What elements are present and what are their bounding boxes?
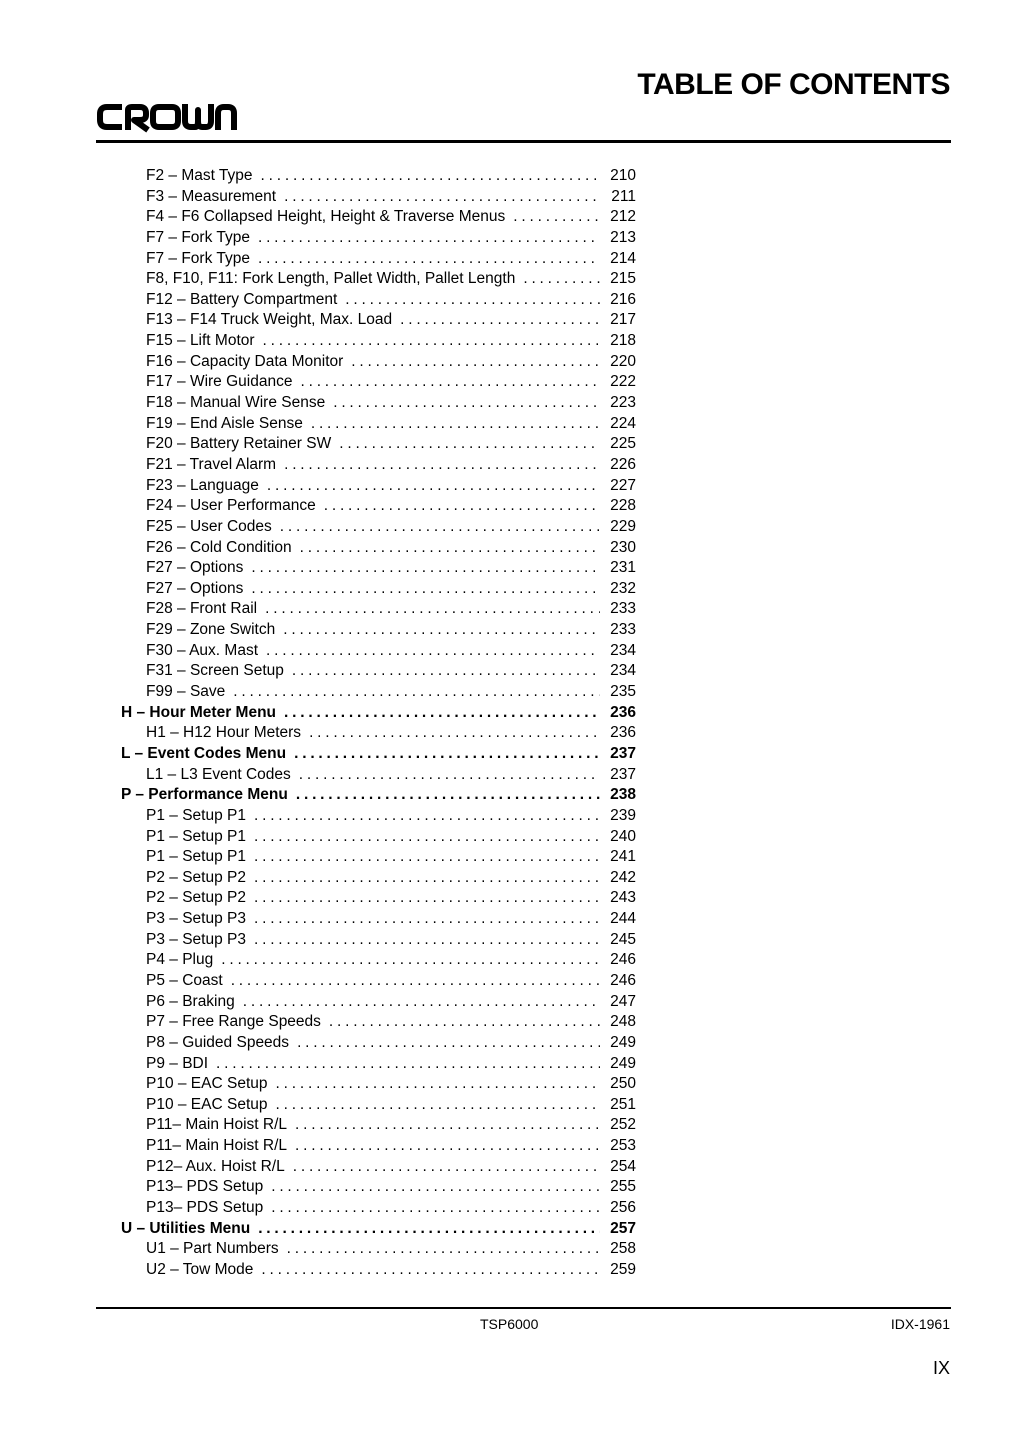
table-of-contents [121, 166, 636, 1281]
toc-entry-page: 224 [610, 414, 636, 432]
toc-entry-page: 236 [610, 703, 636, 721]
footer-model: TSP6000 [480, 1316, 539, 1332]
dot-leader [400, 310, 600, 331]
dot-leader [311, 414, 600, 435]
dot-leader [261, 166, 600, 187]
page-title: TABLE OF CONTENTS [637, 68, 950, 101]
dot-leader [293, 1157, 600, 1178]
toc-entry[interactable] [121, 1115, 636, 1136]
toc-entry[interactable] [121, 661, 636, 682]
toc-entry-page: 238 [610, 786, 636, 804]
toc-entry[interactable] [121, 187, 636, 208]
toc-entry[interactable] [121, 558, 636, 579]
toc-entry-page: 226 [610, 455, 636, 473]
toc-entry-label: P1 – Setup P1 [146, 827, 246, 845]
toc-entry-label: H – Hour Meter Menu [121, 703, 277, 721]
dot-leader [271, 1177, 600, 1198]
dot-leader [254, 868, 600, 889]
toc-entry-label: P – Performance Menu [121, 786, 288, 804]
toc-entry-label: H1 – H12 Hour Meters [146, 724, 302, 742]
toc-entry-page: 247 [610, 992, 636, 1010]
toc-section-entry[interactable] [121, 1219, 636, 1240]
toc-entry-page: 212 [610, 208, 636, 226]
toc-entry-label: F23 – Language [146, 476, 259, 494]
toc-entry[interactable] [121, 1260, 636, 1281]
dot-leader [513, 207, 600, 228]
toc-entry[interactable] [121, 269, 636, 290]
toc-entry-label: F13 – F14 Truck Weight, Max. Load [146, 311, 393, 329]
dot-leader [284, 187, 600, 208]
toc-entry-page: 220 [610, 352, 636, 370]
toc-entry-label: U – Utilities Menu [121, 1219, 251, 1237]
toc-entry-label: U2 – Tow Mode [146, 1260, 254, 1278]
toc-entry-label: P5 – Coast [146, 971, 223, 989]
dot-leader [276, 1074, 601, 1095]
toc-entry[interactable] [121, 1033, 636, 1054]
toc-entry-page: 248 [610, 1013, 636, 1031]
dot-leader [295, 1136, 600, 1157]
dot-leader [221, 950, 600, 971]
toc-entry-page: 234 [610, 662, 636, 680]
dot-leader [297, 1033, 600, 1054]
toc-entry[interactable] [121, 455, 636, 476]
toc-entry[interactable] [121, 414, 636, 435]
toc-entry-label: P2 – Setup P2 [146, 868, 246, 886]
dot-leader [216, 1054, 600, 1075]
toc-entry[interactable] [121, 1239, 636, 1260]
dot-leader [280, 517, 600, 538]
dot-leader [333, 393, 600, 414]
toc-entry-page: 241 [610, 848, 636, 866]
toc-entry-page: 244 [610, 910, 636, 928]
toc-entry-label: P7 – Free Range Speeds [146, 1013, 321, 1031]
dot-leader [258, 249, 600, 270]
toc-entry-page: 253 [610, 1137, 636, 1155]
toc-entry-label: F17 – Wire Guidance [146, 373, 293, 391]
dot-leader [254, 806, 600, 827]
toc-entry[interactable] [121, 1157, 636, 1178]
toc-entry-label: P13– PDS Setup [146, 1178, 264, 1196]
toc-entry[interactable] [121, 228, 636, 249]
toc-entry-label: P2 – Setup P2 [146, 889, 246, 907]
toc-entry-label: F27 – Options [146, 579, 244, 597]
toc-entry-page: 243 [610, 889, 636, 907]
dot-leader [295, 1115, 600, 1136]
dot-leader [251, 579, 600, 600]
toc-section-entry[interactable] [121, 785, 636, 806]
toc-entry-label: F7 – Fork Type [146, 249, 250, 267]
toc-entry[interactable] [121, 641, 636, 662]
toc-entry-label: F21 – Travel Alarm [146, 455, 277, 473]
toc-entry[interactable] [121, 723, 636, 744]
dot-leader [267, 476, 600, 497]
dot-leader [339, 434, 600, 455]
toc-entry-label: F25 – User Codes [146, 517, 272, 535]
toc-entry-page: 233 [610, 621, 636, 639]
toc-entry-page: 246 [610, 951, 636, 969]
toc-entry[interactable] [121, 207, 636, 228]
toc-entry-label: F24 – User Performance [146, 497, 316, 515]
toc-entry-label: P9 – BDI [146, 1054, 209, 1072]
toc-entry-label: F29 – Zone Switch [146, 621, 276, 639]
footer-doc-id: IDX-1961 [890, 1316, 950, 1332]
dot-leader [258, 228, 600, 249]
toc-entry-label: F2 – Mast Type [146, 167, 253, 184]
toc-entry-page: 259 [610, 1260, 636, 1278]
dot-leader [300, 538, 600, 559]
toc-entry-page: 249 [610, 1054, 636, 1072]
toc-entry[interactable] [121, 1054, 636, 1075]
dot-leader [243, 992, 600, 1013]
dot-leader [254, 909, 600, 930]
toc-entry-label: P11– Main Hoist R/L [146, 1137, 287, 1155]
toc-entry[interactable] [121, 1012, 636, 1033]
toc-entry[interactable] [121, 352, 636, 373]
toc-entry-page: 256 [610, 1199, 636, 1217]
dot-leader [284, 703, 600, 724]
toc-entry-label: F26 – Cold Condition [146, 538, 292, 556]
toc-entry-page: 214 [610, 249, 636, 267]
toc-entry-page: 237 [610, 765, 636, 783]
toc-entry[interactable] [121, 1095, 636, 1116]
dot-leader [345, 290, 600, 311]
toc-entry-label: P13– PDS Setup [146, 1199, 264, 1217]
toc-section-entry[interactable] [121, 744, 636, 765]
toc-entry-page: 251 [610, 1095, 636, 1113]
toc-entry-label: L1 – L3 Event Codes [146, 765, 291, 783]
toc-entry-page: 236 [610, 724, 636, 742]
toc-entry[interactable] [121, 806, 636, 827]
toc-entry[interactable] [121, 847, 636, 868]
toc-entry-label: P1 – Setup P1 [146, 806, 246, 824]
dot-leader [251, 558, 600, 579]
toc-entry[interactable] [121, 372, 636, 393]
toc-entry[interactable] [121, 765, 636, 786]
toc-entry[interactable] [121, 496, 636, 517]
toc-entry[interactable] [121, 310, 636, 331]
toc-entry-label: P3 – Setup P3 [146, 930, 246, 948]
toc-entry-page: 245 [610, 930, 636, 948]
toc-entry-label: F18 – Manual Wire Sense [146, 394, 326, 412]
toc-entry-page: 232 [610, 579, 636, 597]
toc-entry[interactable] [121, 950, 636, 971]
dot-leader [300, 372, 600, 393]
toc-entry[interactable] [121, 166, 636, 187]
toc-entry-page: 218 [610, 332, 636, 350]
dot-leader [296, 785, 600, 806]
toc-entry-label: F4 – F6 Collapsed Height, Height & Traverse Menus [146, 208, 506, 226]
page-number: IX [932, 1358, 950, 1378]
toc-entry-label: F99 – Save [146, 683, 226, 701]
toc-entry[interactable] [121, 971, 636, 992]
toc-entry-page: 249 [610, 1033, 636, 1051]
dot-leader [287, 1239, 600, 1260]
toc-entry-label: F20 – Battery Retainer SW [146, 435, 332, 453]
dot-leader [294, 744, 600, 765]
toc-entry[interactable] [121, 249, 636, 270]
dot-leader [254, 847, 600, 868]
toc-entry-page: 227 [610, 476, 636, 494]
toc-entry[interactable] [121, 579, 636, 600]
toc-entry-label: F19 – End Aisle Sense [146, 414, 303, 432]
toc-entry[interactable] [121, 517, 636, 538]
toc-entry-page: 225 [610, 435, 636, 453]
dot-leader [283, 620, 600, 641]
toc-entry-page: 237 [610, 744, 636, 762]
toc-entry-page: 254 [610, 1157, 636, 1175]
dot-leader [276, 1095, 601, 1116]
toc-entry[interactable] [121, 599, 636, 620]
dot-leader [329, 1012, 600, 1033]
dot-leader [254, 888, 600, 909]
toc-entry-page: 246 [610, 971, 636, 989]
crown-logo [96, 100, 238, 134]
toc-entry-page: 229 [610, 517, 636, 535]
toc-entry-label: F12 – Battery Compartment [146, 290, 338, 308]
dot-leader [324, 496, 600, 517]
toc-entry-label: F31 – Screen Setup [146, 662, 284, 680]
toc-entry-label: P4 – Plug [146, 951, 214, 969]
toc-entry-label: U1 – Part Numbers [146, 1240, 279, 1258]
toc-entry-page: 257 [610, 1219, 636, 1237]
toc-entry[interactable] [121, 930, 636, 951]
toc-entry-page: 234 [610, 641, 636, 659]
toc-entry[interactable] [121, 331, 636, 352]
toc-entry-page: 210 [610, 167, 636, 184]
toc-entry-label: P6 – Braking [146, 992, 235, 1010]
toc-entry-label: L – Event Codes Menu [121, 744, 287, 762]
toc-entry-label: F16 – Capacity Data Monitor [146, 352, 344, 370]
toc-entry-page: 258 [610, 1240, 636, 1258]
toc-entry[interactable] [121, 434, 636, 455]
toc-entry-page: 252 [610, 1116, 636, 1134]
toc-entry[interactable] [121, 909, 636, 930]
dot-leader [351, 352, 600, 373]
toc-entry[interactable] [121, 476, 636, 497]
dot-leader [265, 599, 600, 620]
toc-entry-label: P1 – Setup P1 [146, 848, 246, 866]
toc-entry[interactable] [121, 1177, 636, 1198]
toc-entry-label: P10 – EAC Setup [146, 1095, 268, 1113]
toc-entry[interactable] [121, 827, 636, 848]
toc-entry-page: 215 [610, 270, 636, 288]
dot-leader [231, 971, 600, 992]
toc-entry-page: 235 [610, 683, 636, 701]
dot-leader [284, 455, 600, 476]
toc-entry-label: P12– Aux. Hoist R/L [146, 1157, 285, 1175]
toc-entry-page: 239 [610, 806, 636, 824]
toc-entry-page: 228 [610, 497, 636, 515]
toc-entry[interactable] [121, 1074, 636, 1095]
toc-entry[interactable] [121, 888, 636, 909]
toc-entry[interactable] [121, 992, 636, 1013]
toc-entry-label: F30 – Aux. Mast [146, 641, 258, 659]
toc-entry-page: 250 [610, 1075, 636, 1093]
toc-entry-page: 255 [610, 1178, 636, 1196]
toc-entry-page: 222 [610, 373, 636, 391]
toc-entry-label: P11– Main Hoist R/L [146, 1116, 287, 1134]
toc-entry-label: F28 – Front Rail [146, 600, 258, 618]
toc-entry-label: F15 – Lift Motor [146, 332, 255, 350]
toc-entry-page: 213 [610, 228, 636, 246]
toc-entry-page: 233 [610, 600, 636, 618]
toc-section-entry[interactable] [121, 703, 636, 724]
dot-leader [292, 661, 600, 682]
footer-rule [96, 1307, 951, 1309]
toc-entry-label: F8, F10, F11: Fork Length, Pallet Width, Pallet Length [146, 270, 516, 288]
toc-entry-page: 230 [610, 538, 636, 556]
header-rule [96, 140, 951, 143]
toc-entry[interactable] [121, 393, 636, 414]
dot-leader [266, 641, 600, 662]
dot-leader [258, 1219, 600, 1240]
dot-leader [271, 1198, 600, 1219]
dot-leader [309, 723, 600, 744]
toc-entry[interactable] [121, 620, 636, 641]
dot-leader [233, 682, 600, 703]
toc-entry[interactable] [121, 1198, 636, 1219]
dot-leader [261, 1260, 600, 1281]
dot-leader [523, 269, 600, 290]
dot-leader [254, 827, 600, 848]
toc-entry[interactable] [121, 682, 636, 703]
toc-entry-page: 231 [610, 559, 636, 577]
toc-entry-label: F27 – Options [146, 559, 244, 577]
toc-entry-page: 217 [610, 311, 636, 329]
dot-leader [263, 331, 600, 352]
toc-entry-page: 223 [610, 394, 636, 412]
dot-leader [254, 930, 600, 951]
toc-entry-label: P8 – Guided Speeds [146, 1033, 290, 1051]
toc-entry-label: F7 – Fork Type [146, 228, 250, 246]
toc-entry-label: F3 – Measurement [146, 187, 277, 205]
toc-entry[interactable] [121, 538, 636, 559]
toc-entry[interactable] [121, 868, 636, 889]
toc-entry-page: 211 [611, 187, 636, 205]
toc-entry-page: 242 [610, 868, 636, 886]
toc-entry-label: P10 – EAC Setup [146, 1075, 268, 1093]
toc-entry[interactable] [121, 1136, 636, 1157]
toc-entry-page: 216 [610, 290, 636, 308]
dot-leader [299, 765, 600, 786]
toc-entry-page: 240 [610, 827, 636, 845]
toc-entry[interactable] [121, 290, 636, 311]
toc-entry-label: P3 – Setup P3 [146, 910, 246, 928]
